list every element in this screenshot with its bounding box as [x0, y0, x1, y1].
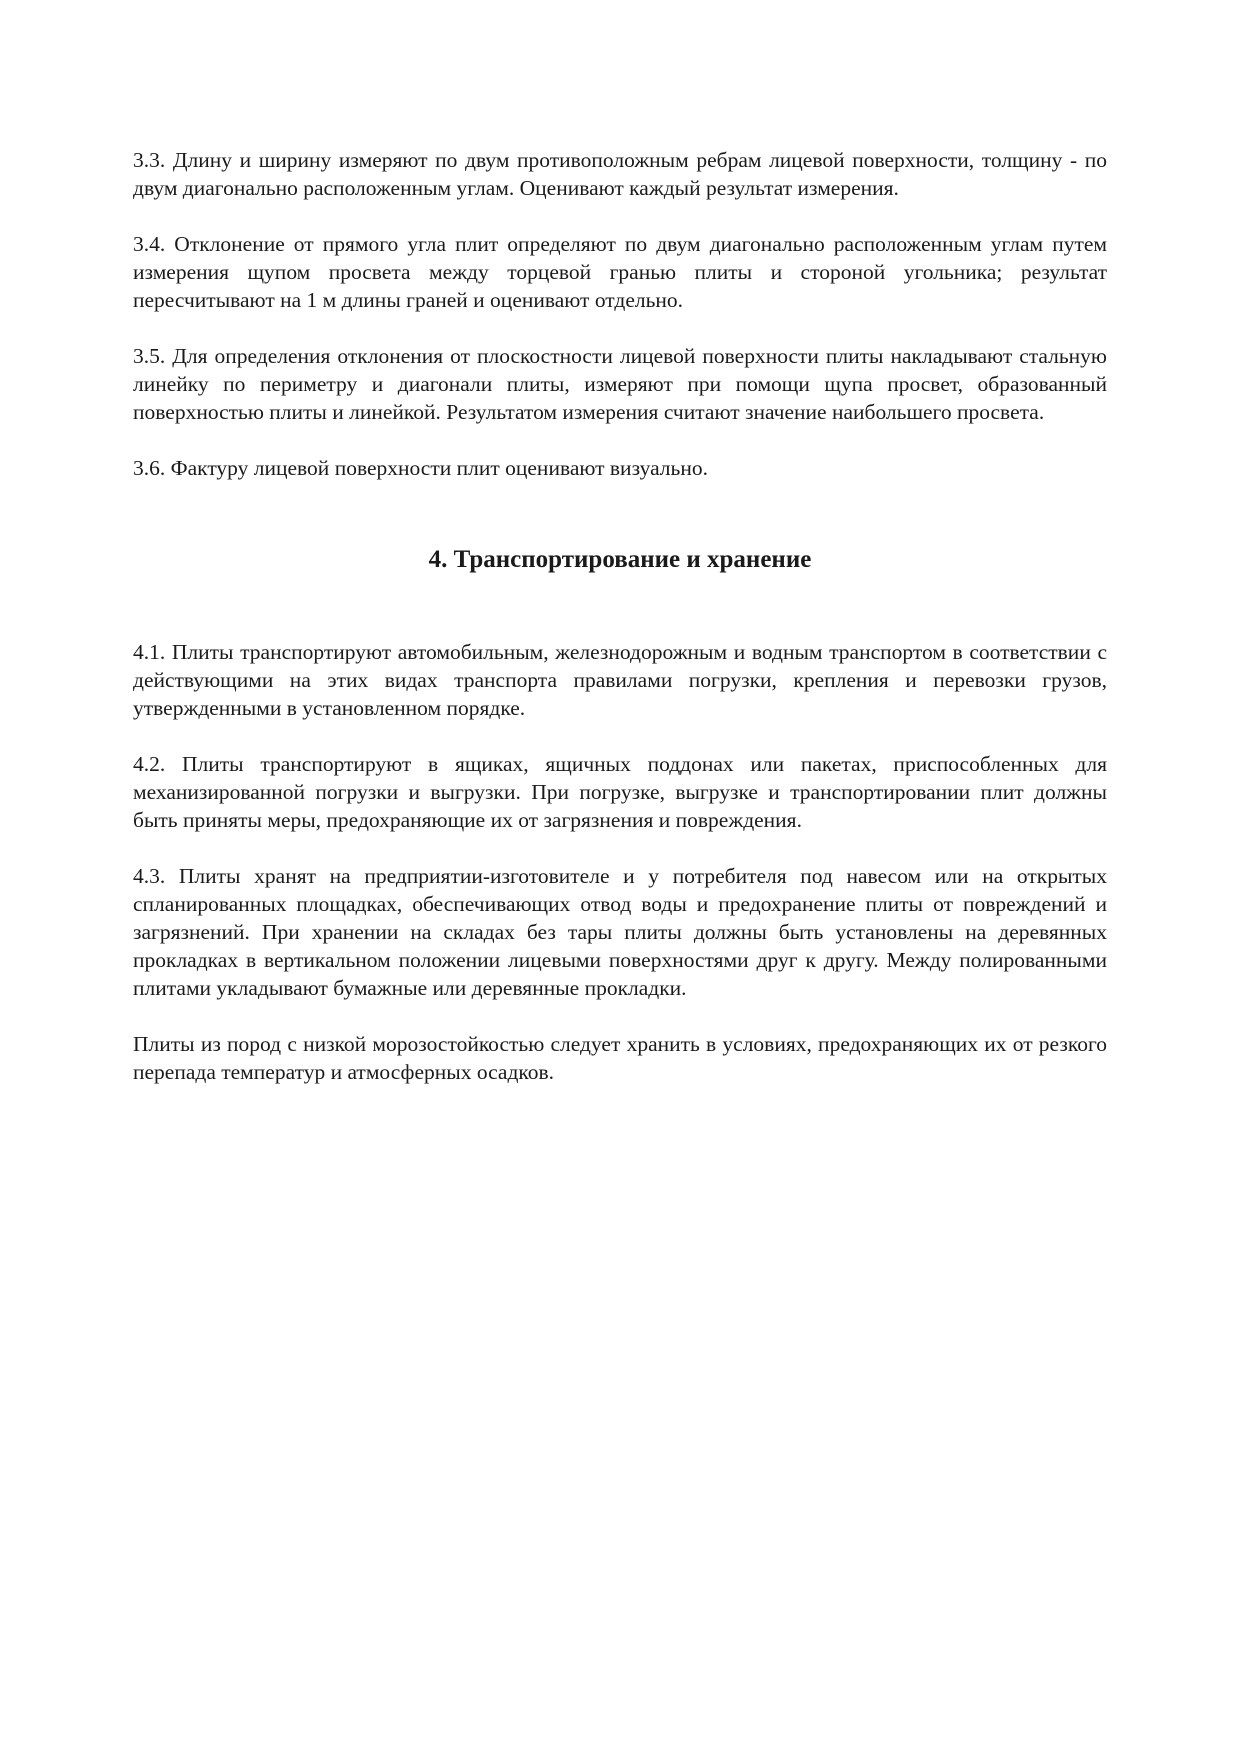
paragraph-3-3: 3.3. Длину и ширину измеряют по двум противоположным ребрам лицевой поверхности, толщину - по двум диагонально расположенным углам. Оценивают каждый результат измерения.	[133, 148, 1107, 200]
paragraph-4-3: 4.3. Плиты хранят на предприятии-изготовителе и у потребителя под навесом или на открытых спланированных площадках, обеспечивающих отвод воды и предохранение плиты от повреждений и загрязнений. При хранении на складах без тары плиты должны быть установлены на деревянных прокладках в вертикальном положении лицевыми поверхностями друг к другу. Между полированными плитами укладывают бумажные или деревянные прокладки.	[133, 864, 1107, 1000]
paragraph-3-5: 3.5. Для определения отклонения от плоскостности лицевой поверхности плиты накладывают стальную линейку по периметру и диагонали плиты, измеряют при помощи щупа просвет, образованный поверхностью плиты и линейкой. Результатом измерения считают значение наибольшего просвета.	[133, 344, 1107, 424]
paragraph-3-4: 3.4. Отклонение от прямого угла плит определяют по двум диагонально расположенным углам путем измерения щупом просвета между торцевой гранью плиты и стороной угольника; результат пересчитывают на 1 м длины граней и оценивают отдельно.	[133, 232, 1107, 312]
paragraph-4-1: 4.1. Плиты транспортируют автомобильным, железнодорожным и водным транспортом в соответствии с действующими на этих видах транспорта правилами погрузки, крепления и перевозки грузов, утвержденными в установленном порядке.	[133, 640, 1107, 720]
paragraph-4-2: 4.2. Плиты транспортируют в ящиках, ящичных поддонах или пакетах, приспособленных для механизированной погрузки и выгрузки. При погрузке, выгрузке и транспортировании плит должны быть приняты меры, предохраняющие их от загрязнения и повреждения.	[133, 752, 1107, 832]
paragraph-4-3-storage-note: Плиты из пород с низкой морозостойкостью следует хранить в условиях, предохраняющих их от резкого перепада температур и атмосферных осадков.	[133, 1032, 1107, 1084]
section-4-heading: 4. Транспортирование и хранение	[428, 546, 812, 573]
document-page	[133, 146, 1107, 1114]
paragraph-3-6: 3.6. Фактуру лицевой поверхности плит оценивают визуально.	[133, 456, 708, 480]
